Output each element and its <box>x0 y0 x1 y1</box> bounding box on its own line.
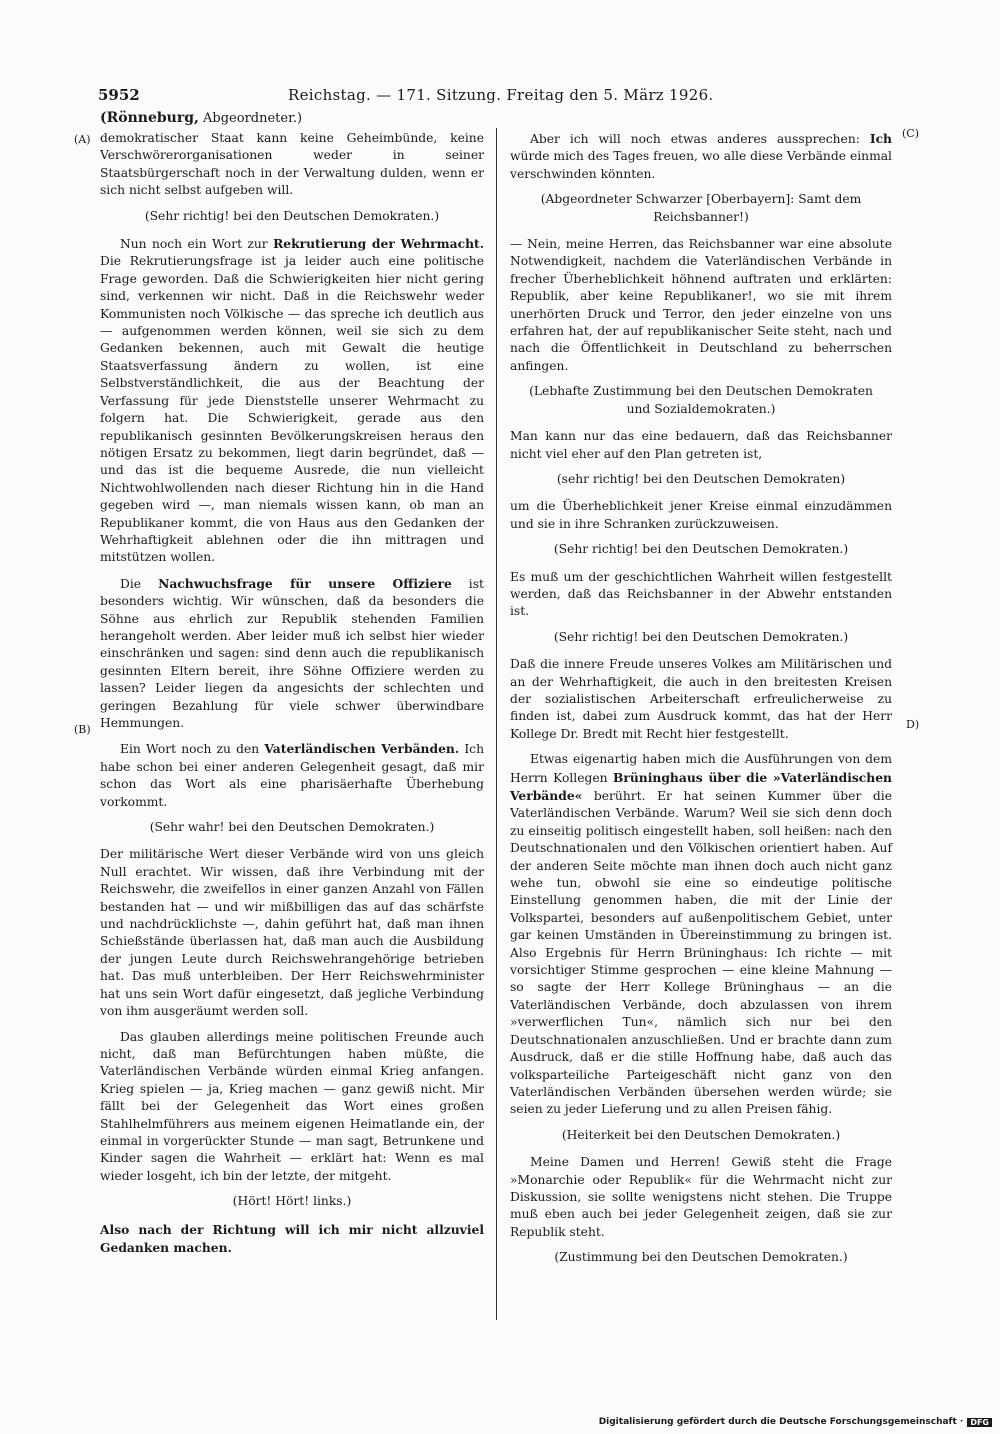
margin-marker-b: (B) <box>74 723 91 736</box>
bold-phrase: Brüninghaus über die »Vaterländischen Verbände« <box>510 769 892 803</box>
interjection: (Hört! Hört! links.) <box>232 1194 352 1209</box>
left-column <box>100 130 484 1265</box>
paragraph: Aber ich will noch etwas anderes aussprechen: Ich würde mich des Tages freuen, wo alle diese Verbände einmal verschwinden könnten. <box>510 131 892 181</box>
right-column <box>510 130 892 1277</box>
paragraph: Der militärische Wert dieser Verbände wird von uns gleich Null erachtet. Wir wissen, daß ihre Verbindung mit der Reichswehr, die zweifellos in einer ganzen Anzahl von Fällen bestanden hat — und wir mißbilligen das auf das schärfste und nachdrücklichste —, dahin geführt hat, daß man ihnen Schießstände überlassen hat, daß man auch die Ausbildung der jungen Leute durch Reichswehrangehörige betrieben hat. Das muß unterbleiben. Der Herr Reichswehrminister hat uns sein Wort dafür eingesetzt, daß jegliche Verbindung von ihm ausgeräumt werden soll. <box>100 847 484 1019</box>
interjection: (Abgeordneter Schwarzer [Oberbayern]: Samt dem Reichsbanner!) <box>540 192 862 224</box>
interjection: (Zustimmung bei den Deutschen Demokraten.) <box>554 1250 848 1265</box>
paragraph: Die Nachwuchsfrage für unsere Offiziere ist besonders wichtig. Wir wünschen, daß da besonders die Söhne aus ehrlich zur Republik stehenden Familien herangeholt werden. Aber leider muß ich selbst hier wieder einschränken und sagen: sind denn auch die republikanisch gesinnten Eltern bereit, ihre Söhne Offiziere werden zu lassen? Leider liegen da angesichts der schlechten und geringen Bezahlung für viele schwer überwindbare Hemmungen. <box>100 575 484 730</box>
paragraph: — Nein, meine Herren, das Reichsbanner war eine absolute Notwendigkeit, nachdem die Vaterländischen Verbände in frecher Überheblichkeit höhnend auftraten und erklärten: Republik, aber keine Republikaner!, wo sie mit ihrem unerhörten Druck und Terror, den jeder einzelne von uns erfahren hat, der auf republikanischer Seite steht, nach und nach die Öffentlichkeit in Deutschland zu beherrschen anfingen. <box>510 237 892 373</box>
bold-phrase: Ich <box>869 131 892 146</box>
speaker-name: (Rönneburg, <box>100 110 199 126</box>
page-number: 5952 <box>98 86 140 104</box>
dfg-logo: DFG <box>967 1418 992 1427</box>
speaker-line <box>100 110 302 126</box>
interjection: (Sehr richtig! bei den Deutschen Demokraten.) <box>553 542 849 557</box>
paragraph: Das glauben allerdings meine politischen Freunde auch nicht, daß man Befürchtungen haben müßte, die Vaterländischen Verbände würden einmal Krieg anfangen. Krieg spielen — ja, Krieg machen — ganz gewiß nicht. Mir fällt bei der Gelegenheit das Wort eines großen Stahlhelmführers aus meinem eigenen Heimatlande ein, der einmal in vorgerückter Stunde — man sagt, Betrunkene und Kinder sagen die Wahrheit — erklärt hat: Wenn es mal wieder losgeht, ich bin der letzte, der mitgeht. <box>100 1029 484 1183</box>
paragraph: Nun noch ein Wort zur Rekrutierung der Wehrmacht. Die Rekrutierungsfrage ist ja leider auch eine politische Frage geworden. Daß die Schwierigkeiten hier nicht gering sind, verkennen wir nicht. Daß in die Reichswehr weder Kommunisten noch Völkische — das spreche ich deutlich aus — aufgenommen werden können, weil sie sich zu dem Gedanken bekennen, auch mit Gewalt die heutige Staatsverfassung ändern zu wollen, ist eine Selbstverständlichkeit, die aus der Beachtung der Verfassung für jede Dienststelle unserer Wehrmacht zu folgern hat. Die Schwierigkeit, gerade aus den republikanisch gesinnten Bevölkerungskreisen heraus den nötigen Ersatz zu bekommen, liegt darin begründet, daß — und das ist die bequeme Ausrede, die nun vielleicht Nichtwohlwollenden nach dieser Richtung hin in die Hand gegeben wird —, man niemals wissen kann, ob man an Republikaner kommt, die von Haus aus den Gedanken der Wehrhaftigkeit ablehnen oder die ihn mittragen und mitstützen wollen. <box>100 236 484 565</box>
margin-marker-a: (A) <box>74 133 91 146</box>
interjection: (Sehr richtig! bei den Deutschen Demokraten.) <box>553 629 849 644</box>
paragraph: Es muß um der geschichtlichen Wahrheit willen festgestellt werden, daß das Reichsbanner in der Abwehr entstanden ist. <box>510 569 892 619</box>
page-header <box>98 86 908 112</box>
bold-phrase: Rekrutierung der Wehrmacht. <box>273 236 484 252</box>
interjection: (Sehr wahr! bei den Deutschen Demokraten.) <box>149 820 435 835</box>
bold-phrase: Nachwuchsfrage für unsere Offiziere <box>158 575 452 591</box>
paragraph: Man kann nur das eine bedauern, daß das Reichsbanner nicht viel eher auf den Plan getreten ist, <box>510 429 892 461</box>
interjection: (Sehr richtig! bei den Deutschen Demokraten.) <box>144 208 440 223</box>
interjection: (sehr richtig! bei den Deutschen Demokraten) <box>556 471 846 486</box>
speaker-role: Abgeordneter.) <box>203 111 303 126</box>
column-divider <box>496 128 497 1320</box>
paragraph: Meine Damen und Herren! Gewiß steht die Frage »Monarchie oder Republik« für die Wehrmacht nicht zur Diskussion, sie sollte wenigstens nicht stehen. Die Truppe muß eben auch bei jeder Gelegenheit zeigen, daß sie zur Republik steht. <box>510 1155 892 1239</box>
paragraph: um die Überheblichkeit jener Kreise einmal einzudämmen und sie in ihre Schranken zurückzuweisen. <box>510 499 892 531</box>
interjection: (Heiterkeit bei den Deutschen Demokraten.) <box>561 1127 841 1142</box>
margin-marker-c: (C) <box>902 127 919 140</box>
footer-text: Digitalisierung gefördert durch die Deutsche Forschungsgemeinschaft · <box>598 1417 964 1427</box>
running-head: Reichstag. — 171. Sitzung. Freitag den 5. März 1926. <box>288 86 714 104</box>
bold-phrase: Vaterländischen Verbänden. <box>264 741 460 757</box>
paragraph: Also nach der Richtung will ich mir nicht allzuviel Gedanken machen. <box>100 1221 484 1255</box>
paragraph: Ein Wort noch zu den Vaterländischen Verbänden. Ich habe schon bei einer anderen Gelegenheit gesagt, daß mir schon das Wort als eine pharisäerhafte Überhebung vorkommt. <box>100 741 484 809</box>
paragraph: Daß die innere Freude unseres Volkes am Militärischen und an der Wehrhaftigkeit, die auch in den breitesten Kreisen der sozialistischen Arbeiterschaft erfreulicherweise zu finden ist, dabei zum Ausdruck kommt, das hat der Herr Kollege Dr. Bredt mit Recht hier festgestellt. <box>510 657 892 741</box>
paragraph: demokratischer Staat kann keine Geheimbünde, keine Verschwörerorganisationen weder in seiner Staatsbürgerschaft noch in der Verwaltung dulden, wenn er sich nicht selbst aufgeben will. <box>100 131 484 198</box>
paragraph: Etwas eigenartig haben mich die Ausführungen von dem Herrn Kollegen Brüninghaus über die »Vaterländischen Verbände« berührt. Er hat seinen Kummer über die Vaterländischen Verbände. Warum? Weil sie sich denn doch zu einseitig politisch eingestellt haben, soll heißen: nach den Deutschnationalen und den Völkischen orientiert haben. Auf der anderen Seite möchte man ihnen doch auch nicht ganz wehe tun, obwohl sie eine so eindeutige politische Einstellung genommen haben, die mit der Linie der Volkspartei, besonders auf außenpolitischem Gebiet, unter gar keinen Umständen in Übereinstimmung zu bringen ist. Also Ergebnis für Herrn Brüninghaus: Ich richte — mit vorsichtiger Stimme gesprochen — eine kleine Mahnung — so sagte der Herr Kollege Brüninghaus — an die Vaterländischen Verbände, doch abzulassen von ihrem »verwerflichen Tun«, nämlich sich nur bei den Deutschnationalen anzuschließen. Und er brachte dann zum Ausdruck, daß er die stille Hoffnung habe, daß auch das volksparteiliche Parteigeschäft nicht ganz von den Vaterländischen Verbänden übersehen werden würde; sie seien zu jeder Lieferung und zu allen Preisen fähig. <box>510 752 892 1117</box>
footer <box>599 1417 992 1427</box>
interjection: (Lebhafte Zustimmung bei den Deutschen Demokraten und Sozialdemokraten.) <box>529 384 873 416</box>
margin-marker-d: D) <box>906 718 920 731</box>
